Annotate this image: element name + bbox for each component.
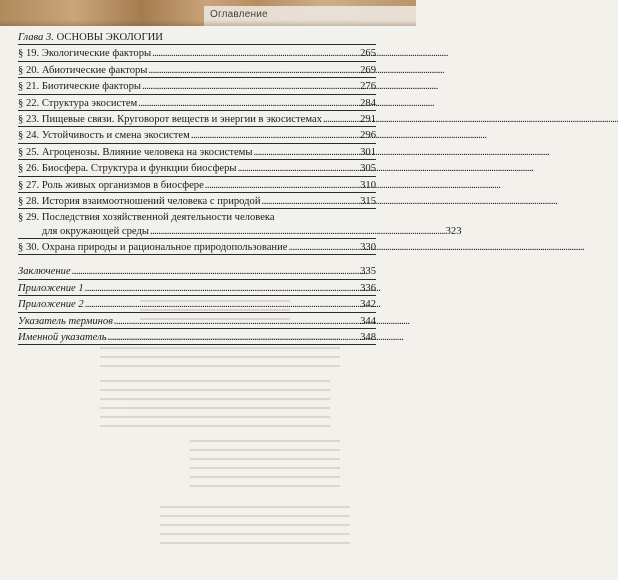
- toc-entry[interactable]: [18, 179, 376, 193]
- entry-title: Приложение 1: [18, 282, 84, 294]
- entry-number: § 30.: [18, 242, 40, 254]
- chapter-heading: [18, 31, 376, 45]
- entry-title: Роль живых организмов в биосфере: [41, 179, 204, 191]
- dot-leader: [142, 80, 359, 93]
- dot-leader: [205, 179, 359, 192]
- dot-leader: [238, 162, 360, 175]
- back-matter-entry[interactable]: [18, 265, 376, 279]
- toc-entry[interactable]: [18, 211, 462, 239]
- toc-entry[interactable]: [18, 97, 376, 111]
- dot-leader: [72, 265, 359, 278]
- entry-title: Абиотические факторы: [41, 64, 148, 76]
- entry-page: 276: [360, 81, 376, 93]
- dot-leader: [288, 241, 359, 254]
- chapter-title: ОСНОВЫ ЭКОЛОГИИ: [56, 32, 163, 43]
- entry-page: 305: [360, 163, 376, 175]
- entry-number: § 20.: [18, 64, 40, 76]
- entry-page: 265: [360, 48, 376, 60]
- dot-leader: [152, 47, 359, 60]
- entry-number: § 21.: [18, 81, 40, 93]
- toc-entry[interactable]: [18, 162, 376, 176]
- dot-leader: [323, 113, 359, 126]
- entry-number: § 29.: [18, 212, 40, 224]
- entry-title: Приложение 2: [18, 299, 84, 311]
- entry-title: Именной указатель: [18, 332, 107, 344]
- entry-page: 301: [360, 146, 376, 158]
- entry-page: 310: [360, 179, 376, 191]
- entry-page: 342: [360, 299, 376, 311]
- dot-leader: [262, 195, 360, 208]
- dot-leader: [191, 129, 359, 142]
- entry-page: 296: [360, 130, 376, 142]
- entry-title-line-2: для окружающей среды: [41, 225, 149, 237]
- entry-title: Охрана природы и рациональное природопользование: [41, 242, 288, 254]
- toc-entry[interactable]: [18, 47, 376, 61]
- entry-number: § 19.: [18, 48, 40, 60]
- entry-number: § 26.: [18, 163, 40, 175]
- toc-entry[interactable]: [18, 241, 376, 255]
- header-tab: [204, 6, 416, 26]
- entry-page: 330: [360, 242, 376, 254]
- entry-number: § 24.: [18, 130, 40, 142]
- entry-page: 348: [360, 332, 376, 344]
- dot-leader: [138, 97, 359, 110]
- entry-title: Структура экосистем: [41, 97, 138, 109]
- entry-title: Пищевые связи. Круговорот веществ и энергии в экосистемах: [41, 113, 322, 125]
- entry-number: § 28.: [18, 195, 40, 207]
- entry-page: 336: [360, 282, 376, 294]
- entry-page: 323: [445, 225, 462, 237]
- toc-entry[interactable]: [18, 113, 376, 127]
- entry-page: 315: [360, 195, 376, 207]
- entry-title: Заключение: [18, 266, 71, 278]
- entry-title: Агроценозы. Влияние человека на экосистемы: [41, 146, 253, 158]
- entry-title: История взаимоотношений человека с природой: [41, 195, 261, 207]
- header-band: [0, 0, 416, 26]
- section-gap: [18, 257, 376, 265]
- toc-entry[interactable]: [18, 146, 376, 160]
- entry-page: 344: [360, 315, 376, 327]
- toc-entry[interactable]: [18, 80, 376, 94]
- entry-page: 269: [360, 64, 376, 76]
- entry-page: 291: [360, 113, 376, 125]
- dot-leader: [254, 146, 360, 159]
- dot-leader: [148, 64, 359, 77]
- entry-number: § 27.: [18, 179, 40, 191]
- entry-title: Биосфера. Структура и функции биосферы: [41, 163, 237, 175]
- entry-title: Экологические факторы: [41, 48, 152, 60]
- dot-leader: [150, 225, 445, 238]
- entry-title: Биотические факторы: [41, 81, 141, 93]
- entry-title: Указатель терминов: [18, 315, 113, 327]
- entry-page: 335: [360, 266, 376, 278]
- entry-page: 284: [360, 97, 376, 109]
- toc-entry[interactable]: [18, 129, 376, 143]
- chapter-label: Глава 3.: [18, 32, 54, 43]
- entry-title-line-1: Последствия хозяйственной деятельности человека: [41, 212, 275, 224]
- running-header-title: Оглавление: [210, 9, 268, 20]
- entry-number: § 23.: [18, 113, 40, 125]
- show-through-from-reverse-page: [100, 290, 350, 560]
- entry-title: Устойчивость и смена экосистем: [41, 130, 190, 142]
- toc-entry[interactable]: [18, 64, 376, 78]
- entry-number: § 25.: [18, 146, 40, 158]
- toc-entry[interactable]: [18, 195, 376, 209]
- toc-entries: [18, 47, 462, 255]
- entry-number: § 22.: [18, 97, 40, 109]
